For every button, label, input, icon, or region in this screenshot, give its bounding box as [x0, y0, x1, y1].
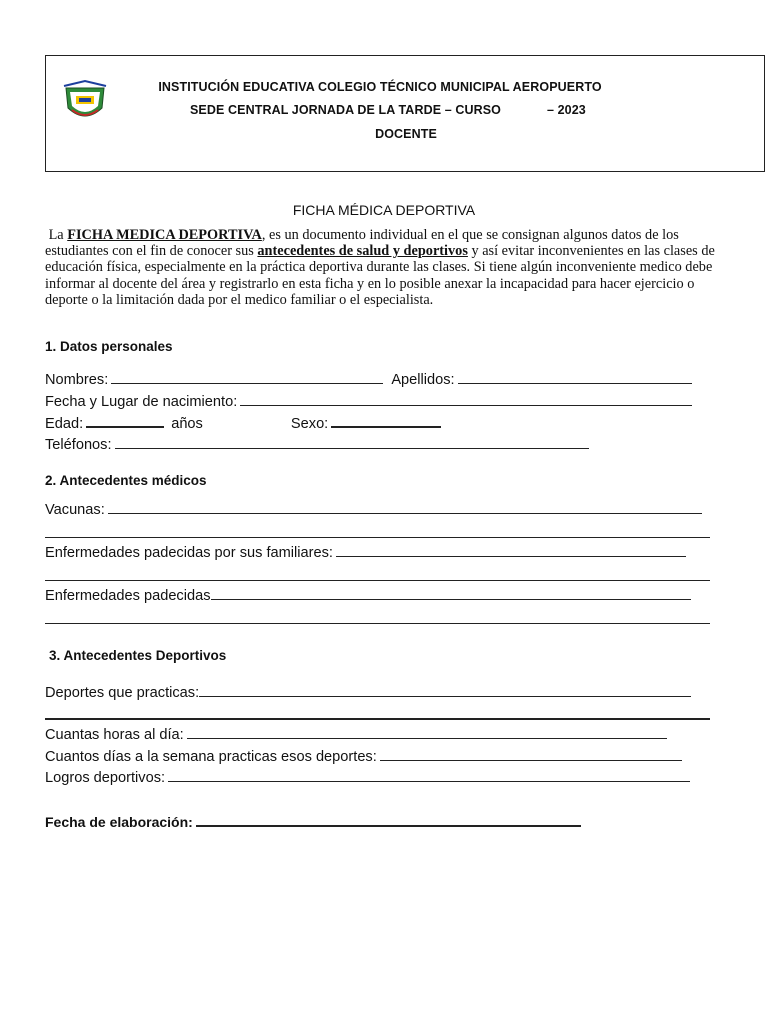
horas-row — [45, 726, 667, 743]
edad-label: Edad: — [45, 416, 84, 432]
vacunas-label: Vacunas: — [45, 502, 105, 518]
dias-row — [45, 748, 682, 765]
horas-field[interactable] — [187, 726, 667, 739]
deportes-field[interactable] — [199, 684, 691, 697]
anos-label: años — [171, 416, 203, 432]
padecidas-label: Enfermedades padecidas — [45, 588, 211, 604]
deportes-label: Deportes que practicas: — [45, 685, 200, 701]
apellidos-label: Apellidos: — [391, 372, 455, 388]
fecha-lugar-row — [45, 393, 692, 410]
seat-line — [190, 103, 586, 117]
padecidas-row — [45, 587, 691, 604]
sexo-field[interactable] — [331, 414, 441, 428]
fecha-elaboracion-row — [45, 813, 581, 830]
familiares-row — [45, 544, 686, 561]
intro-paragraph — [45, 227, 725, 308]
dias-field[interactable] — [380, 748, 682, 761]
logros-row — [45, 769, 690, 786]
section-personal-heading: 1. Datos personales — [45, 339, 173, 354]
intro-mid: , es un documento individual en el que se consignan algunos datos de los estudiantes con el fin de conocer sus — [45, 227, 679, 260]
section-medical-heading: 2. Antecedentes médicos — [45, 473, 207, 488]
nombres-field[interactable] — [111, 371, 383, 384]
seat-course-text: SEDE CENTRAL JORNADA DE LA TARDE – CURSO — [190, 103, 501, 117]
padecidas-extra-line[interactable] — [45, 623, 710, 624]
deportes-extra-line[interactable] — [45, 718, 710, 720]
year-text: – 2023 — [546, 103, 586, 117]
dias-label: Cuantos días a la semana practicas esos deportes: — [45, 749, 377, 765]
familiares-label: Enfermedades padecidas por sus familiares: — [45, 545, 333, 561]
nombres-row — [45, 371, 692, 388]
telefonos-field[interactable] — [115, 436, 589, 449]
section-sports-heading: 3. Antecedentes Deportivos — [49, 648, 227, 663]
nombres-label: Nombres: — [45, 372, 109, 388]
fecha-lugar-label: Fecha y Lugar de nacimiento: — [45, 394, 238, 410]
padecidas-field[interactable] — [211, 587, 691, 600]
telefonos-label: Teléfonos: — [45, 437, 112, 453]
intro-bold-antecedentes: antecedentes de salud y deportivos — [257, 243, 468, 260]
telefonos-row — [45, 436, 589, 453]
vacunas-field[interactable] — [108, 501, 702, 514]
vacunas-extra-line[interactable] — [45, 537, 710, 538]
vacunas-row — [45, 501, 702, 518]
edad-field[interactable] — [86, 414, 164, 428]
teacher-label: DOCENTE — [375, 127, 437, 141]
intro-bold-term: FICHA MEDICA DEPORTIVA — [67, 227, 262, 243]
fecha-elaboracion-field[interactable] — [196, 813, 581, 827]
sexo-label: Sexo: — [290, 416, 329, 432]
familiares-extra-line[interactable] — [45, 580, 710, 581]
apellidos-field[interactable] — [458, 371, 692, 384]
document-title: FICHA MÉDICA DEPORTIVA — [292, 202, 476, 218]
fecha-elaboracion-label: Fecha de elaboración: — [45, 814, 193, 830]
institution-name: INSTITUCIÓN EDUCATIVA COLEGIO TÉCNICO MUNICIPAL AEROPUERTO — [158, 80, 602, 94]
intro-post: y así evitar inconvenientes en las clases de educación física, especialmente en la práctica deportiva durante las clases. Si tiene algún inconveniente medico debe informar al docente del área y registrarlo en esta ficha y en lo posible anexar la incapacidad para hacer ejercicio o deporte o la limitación dada por el medico familiar o el especialista. — [45, 243, 715, 308]
familiares-field[interactable] — [336, 544, 686, 557]
intro-pre: La — [48, 227, 68, 243]
logros-label: Logros deportivos: — [45, 770, 166, 786]
horas-label: Cuantas horas al día: — [45, 727, 184, 743]
logros-field[interactable] — [168, 769, 690, 782]
fecha-lugar-field[interactable] — [240, 393, 692, 406]
edad-sexo-row — [45, 414, 441, 432]
deportes-row — [45, 684, 691, 701]
